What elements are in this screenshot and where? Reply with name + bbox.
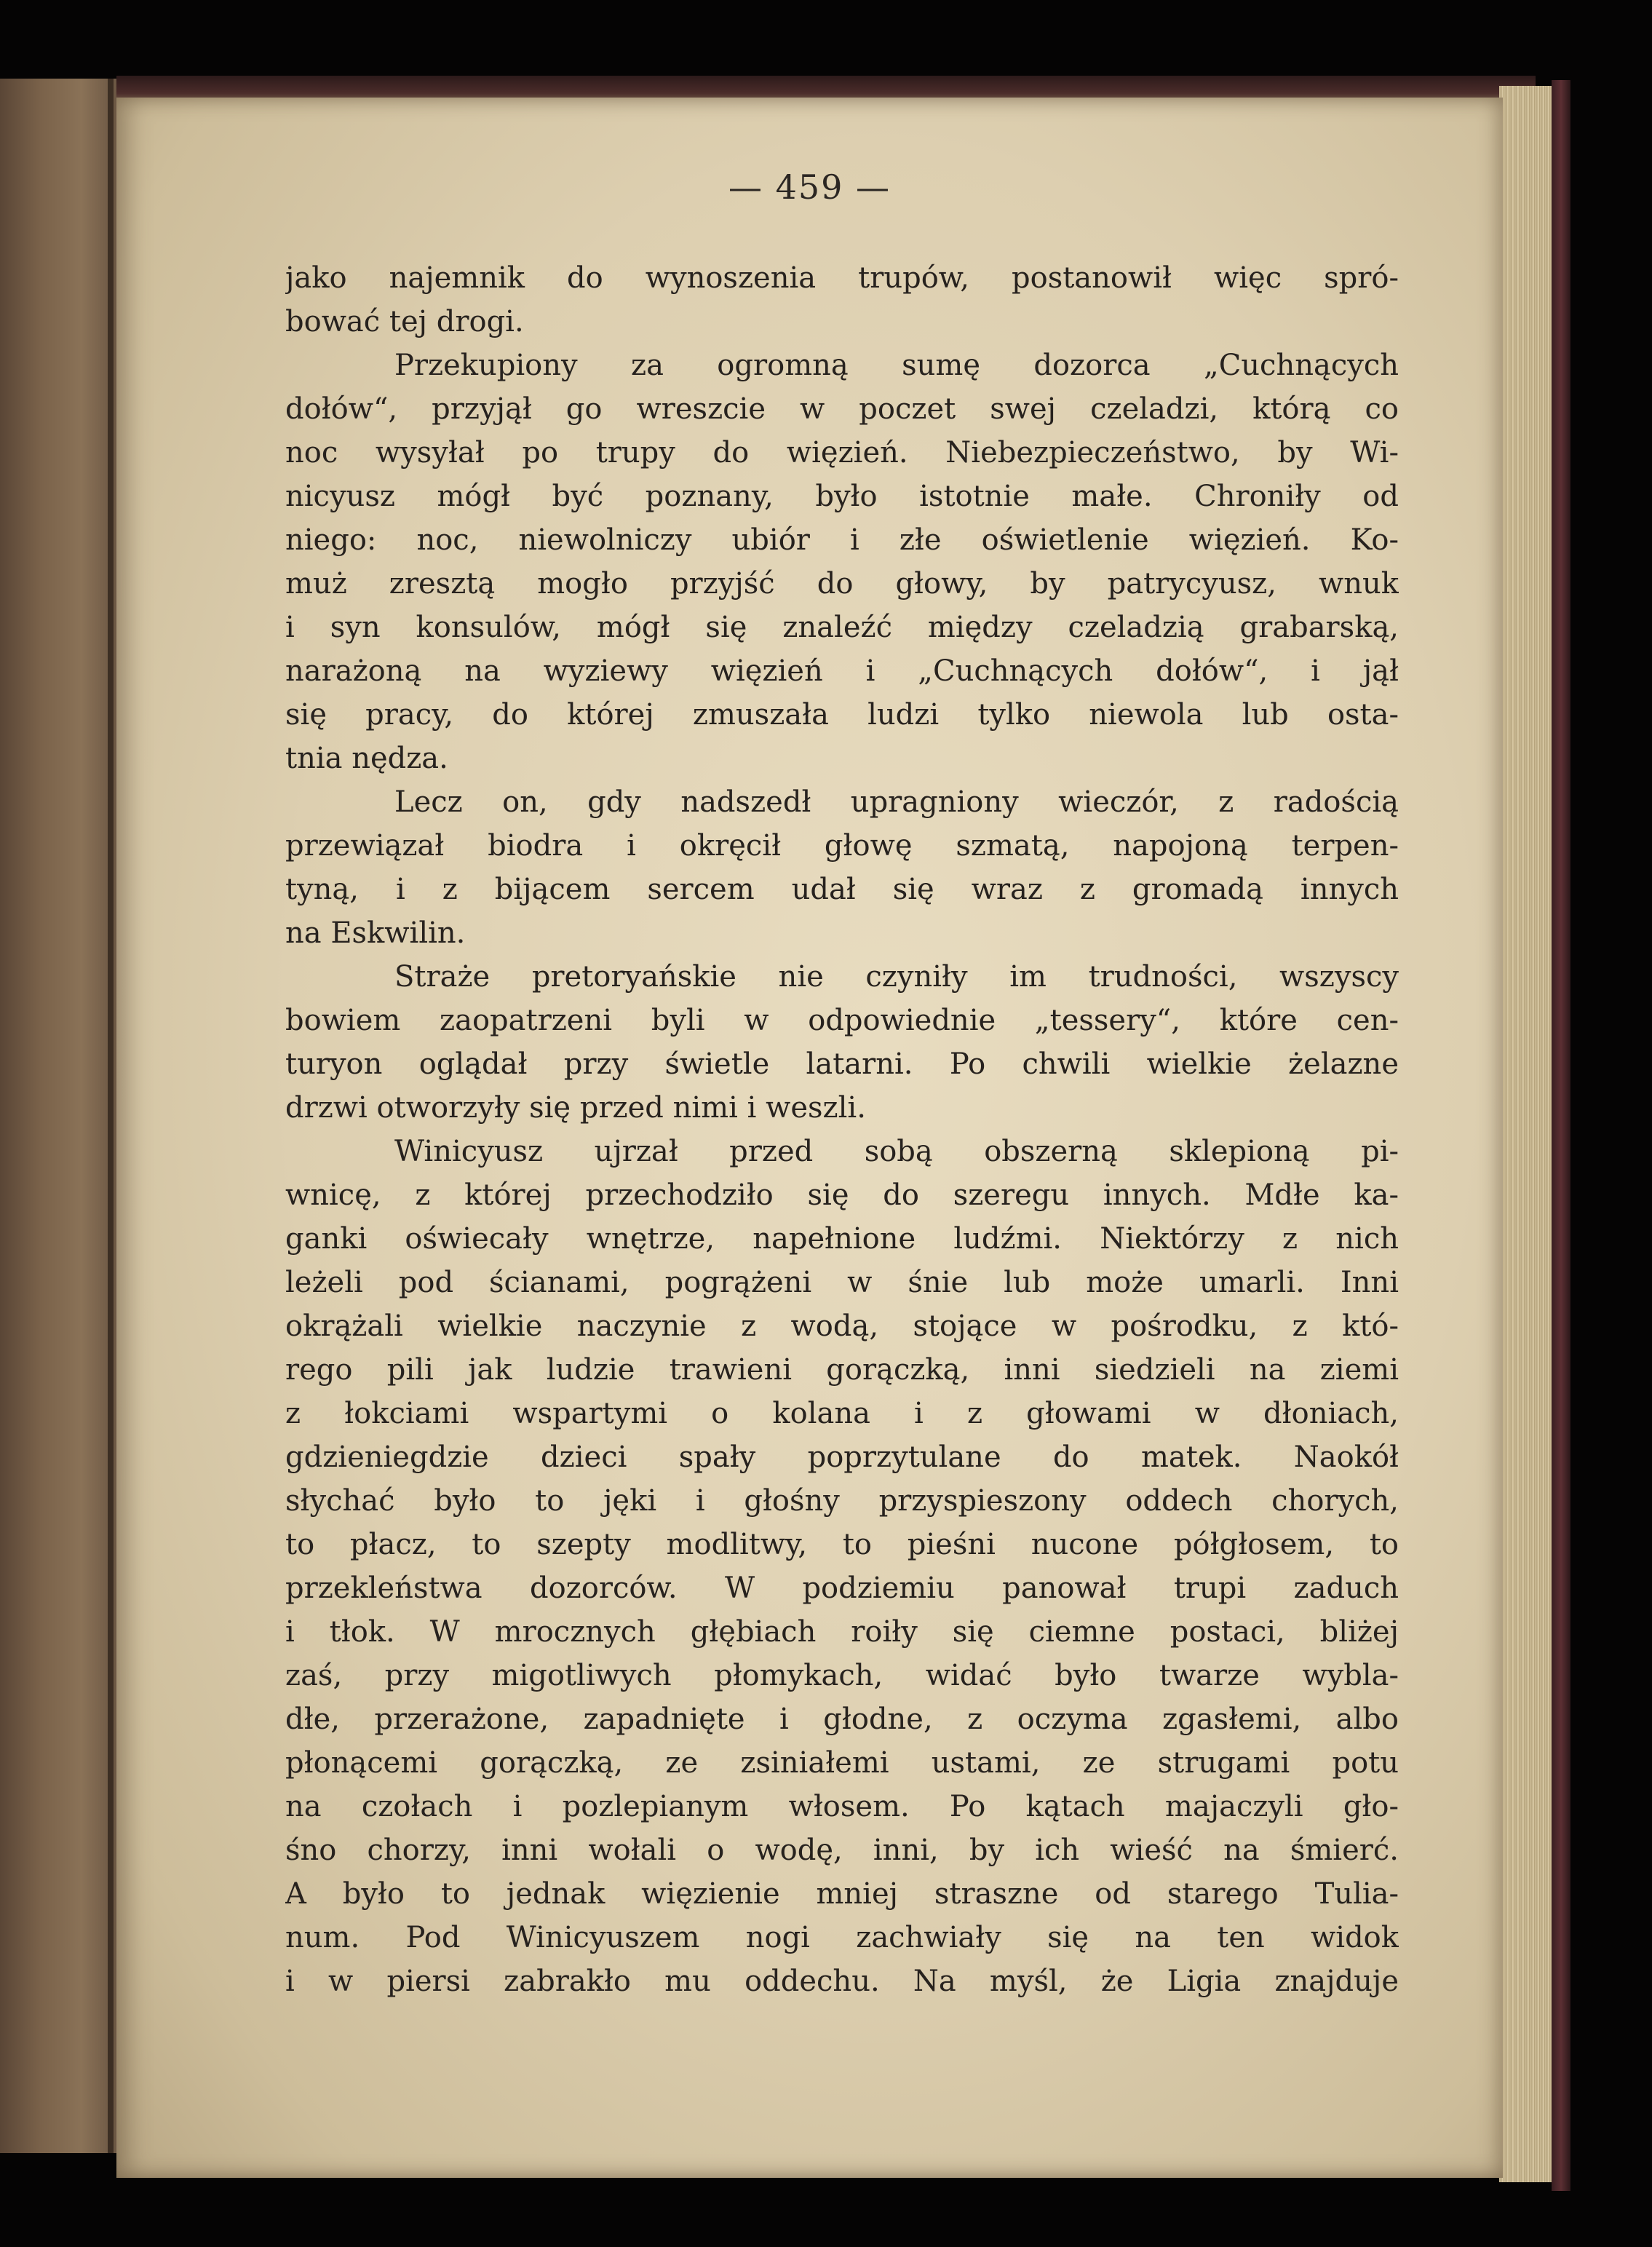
text-line: rego pili jak ludzie trawieni gorączką, inni siedzieli na ziemi [285,1353,1399,1387]
text-line: okrążali wielkie naczynie z wodą, stojące w pośrodku, z któ- [285,1309,1399,1343]
text-line: noc wysyłał po trupy do więzień. Niebezpieczeństwo, by Wi- [285,436,1399,469]
text-line: z łokciami wspartymi o kolana i z głowami w dłoniach, [285,1397,1399,1430]
text-line: narażoną na wyziewy więzień i „Cuchnących dołów“, i jął [285,654,1399,688]
text-line: drzwi otworzyły się przed nimi i weszli. [285,1091,866,1125]
text-line: i syn konsulów, mógł się znaleźć między czeladzią grabarską, [285,611,1399,644]
text-line: zaś, przy migotliwych płomykach, widać było twarze wybla- [285,1659,1399,1692]
book-cover-left [0,79,119,2153]
page-body-text [285,256,1399,2003]
text-line: tnia nędza. [285,742,448,775]
text-line: Winicyusz ujrzał przed sobą obszerną sklepioną pi- [394,1135,1399,1168]
text-line: turyon oglądał przy świetle latarni. Po chwili wielkie żelazne [285,1047,1399,1081]
text-line: na czołach i pozlepianym włosem. Po kątach majaczyli gło- [285,1790,1399,1823]
text-line: śno chorzy, inni wołali o wodę, inni, by ich wieść na śmierć. [285,1834,1399,1867]
text-line: wnicę, z której przechodziło się do szeregu innych. Mdłe ka- [285,1178,1399,1212]
text-line: leżeli pod ścianami, pogrążeni w śnie lub może umarli. Inni [285,1266,1399,1299]
text-line: jako najemnik do wynoszenia trupów, postanowił więc spró- [285,261,1399,295]
text-line: przewiązał biodra i okręcił głowę szmatą, napojoną terpen- [285,829,1399,863]
text-line: niego: noc, niewolniczy ubiór i złe oświetlenie więzień. Ko- [285,523,1399,557]
text-line: muż zresztą mogło przyjść do głowy, by patrycyusz, wnuk [285,567,1399,601]
book-page [116,98,1503,2178]
text-line: bować tej drogi. [285,305,524,338]
page-number: — 459 — [728,167,891,207]
text-line: num. Pod Winicyuszem nogi zachwiały się na ten widok [285,1921,1399,1954]
text-line: gdzieniegdzie dzieci spały poprzytulane do matek. Naokół [285,1440,1399,1474]
cover-edge [108,79,114,2153]
text-line: na Eskwilin. [285,916,466,950]
text-line: tyną, i z bijącem sercem udał się wraz z gromadą innych [285,873,1399,906]
page-stack-edge [1499,86,1552,2182]
text-line: dołów“, przyjął go wreszcie w poczet swej czeladzi, którą co [285,392,1399,426]
text-line: dłe, przerażone, zapadnięte i głodne, z oczyma zgasłemi, albo [285,1703,1399,1736]
text-line: się pracy, do której zmuszała ludzi tylko niewola lub osta- [285,698,1399,732]
text-line: ganki oświecały wnętrze, napełnione ludźmi. Niektórzy z nich [285,1222,1399,1256]
text-line: Lecz on, gdy nadszedł upragniony wieczór, z radością [394,785,1399,819]
text-line: bowiem zaopatrzeni byli w odpowiednie „tessery“, które cen- [285,1004,1399,1037]
text-line: A było to jednak więzienie mniej straszne od starego Tulia- [285,1877,1399,1911]
text-line: to płacz, to szepty modlitwy, to pieśni nucone półgłosem, to [285,1528,1399,1561]
text-line: płonącemi gorączką, ze zsiniałemi ustami, ze strugami potu [285,1746,1399,1780]
text-line: słychać było to jęki i głośny przyspieszony oddech chorych, [285,1484,1399,1518]
text-line: i w piersi zabrakło mu oddechu. Na myśl, że Ligia znajduje [285,1965,1399,1998]
text-line: nicyusz mógł być poznany, było istotnie małe. Chroniły od [285,480,1399,513]
text-line: przekleństwa dozorców. W podziemiu panował trupi zaduch [285,1572,1399,1605]
book-cover-right [1552,80,1570,2191]
text-line: Straże pretoryańskie nie czyniły im trudności, wszyscy [394,960,1399,994]
text-line: Przekupiony za ogromną sumę dozorca „Cuchnących [394,349,1399,382]
text-line: i tłok. W mrocznych głębiach roiły się ciemne postaci, bliżej [285,1615,1399,1649]
